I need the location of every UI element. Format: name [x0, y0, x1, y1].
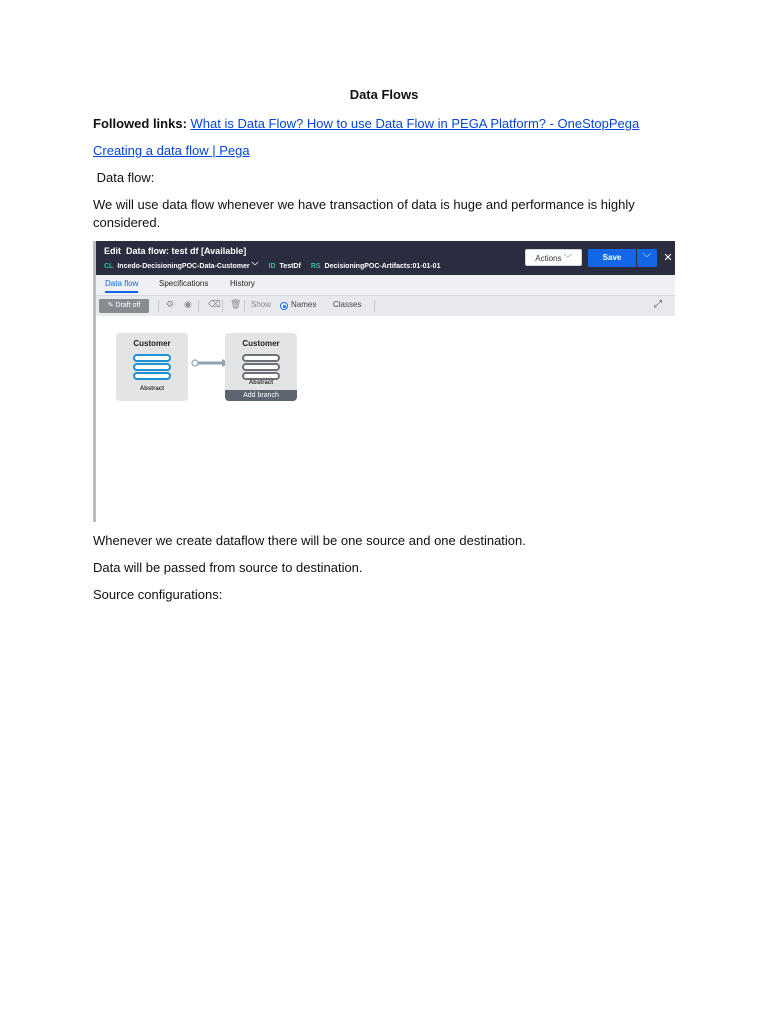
dataset-icon: [133, 354, 171, 380]
rule-name: Data flow: test df [Available]: [126, 246, 247, 256]
canvas-toolbar: [96, 296, 675, 316]
classes-option[interactable]: Classes: [333, 300, 362, 309]
show-label: Show: [251, 300, 272, 309]
gear-icon[interactable]: ⚙: [166, 299, 175, 309]
chevron-down-icon: ﹀: [251, 263, 259, 270]
node-subtitle: Abstract: [139, 386, 165, 392]
paragraph-data-passed: Data will be passed from source to destination.: [93, 560, 363, 575]
expand-icon[interactable]: ⤢: [654, 299, 662, 310]
eraser-icon[interactable]: ⌫: [208, 299, 221, 309]
cl-value[interactable]: Incedo-DecisioningPOC-Data-Customer ﹀: [117, 263, 259, 270]
trash-icon[interactable]: 🗑: [230, 299, 242, 309]
eye-icon[interactable]: ◉: [184, 299, 192, 309]
tab-data-flow[interactable]: Data flow: [105, 279, 138, 293]
chevron-down-icon: ﹀: [563, 254, 572, 263]
rule-tabs: [96, 275, 675, 296]
id-key: ID: [268, 263, 276, 270]
rule-title: [104, 246, 246, 256]
rule-meta: [104, 261, 450, 271]
followed-links-line: [93, 115, 639, 133]
node-title: Customer: [133, 339, 171, 348]
close-icon[interactable]: ✕: [663, 252, 673, 264]
toolbar-divider: [222, 300, 223, 312]
screenshot-header: [96, 241, 675, 275]
toolbar-divider: [198, 300, 199, 312]
link-onestoppega[interactable]: What is Data Flow? How to use Data Flow in PEGA Platform? - OneStopPega: [190, 116, 640, 131]
data-flow-heading: Data flow:: [93, 170, 155, 185]
link-pega-docs[interactable]: Creating a data flow | Pega: [93, 143, 250, 158]
names-label[interactable]: Names: [291, 300, 317, 309]
source-node[interactable]: [116, 333, 188, 401]
dataset-icon: [242, 354, 280, 380]
pencil-icon: ✎: [107, 302, 114, 309]
names-radio[interactable]: [280, 302, 288, 310]
toolbar-divider: [374, 300, 375, 312]
tab-history[interactable]: History: [230, 279, 255, 288]
cl-key: CL: [104, 263, 114, 270]
paragraph-source-config: Source configurations:: [93, 587, 223, 602]
link-line-2: [93, 142, 250, 160]
page-title: Data Flows: [349, 87, 419, 102]
id-value: TestDf: [279, 263, 301, 270]
paragraph-source-destination: Whenever we create dataflow there will be one source and one destination.: [93, 533, 526, 548]
add-branch-button[interactable]: Add branch: [225, 390, 297, 401]
draft-toggle-button[interactable]: ✎ Draft off: [99, 299, 149, 313]
destination-node[interactable]: [225, 333, 297, 401]
intro-paragraph: We will use data flow whenever we have transaction of data is huge and performance is highly considered.: [93, 197, 635, 230]
followed-links-label: Followed links:: [93, 116, 187, 131]
edit-label: Edit: [104, 246, 121, 256]
chevron-down-icon: ﹀: [642, 253, 652, 263]
toolbar-divider: [158, 300, 159, 312]
actions-button[interactable]: Actions ﹀: [525, 249, 582, 266]
toolbar-divider: [244, 300, 245, 312]
node-title: Customer: [242, 339, 280, 348]
save-button[interactable]: Save: [588, 249, 636, 267]
embedded-screenshot: [93, 241, 675, 522]
tab-specifications[interactable]: Specifications: [159, 279, 209, 288]
rs-value: DecisioningPOC-Artifacts:01-01-01: [324, 263, 441, 270]
save-menu-button[interactable]: [637, 249, 657, 267]
node-subtitle: Abstract: [248, 380, 274, 386]
rs-key: RS: [310, 263, 321, 270]
